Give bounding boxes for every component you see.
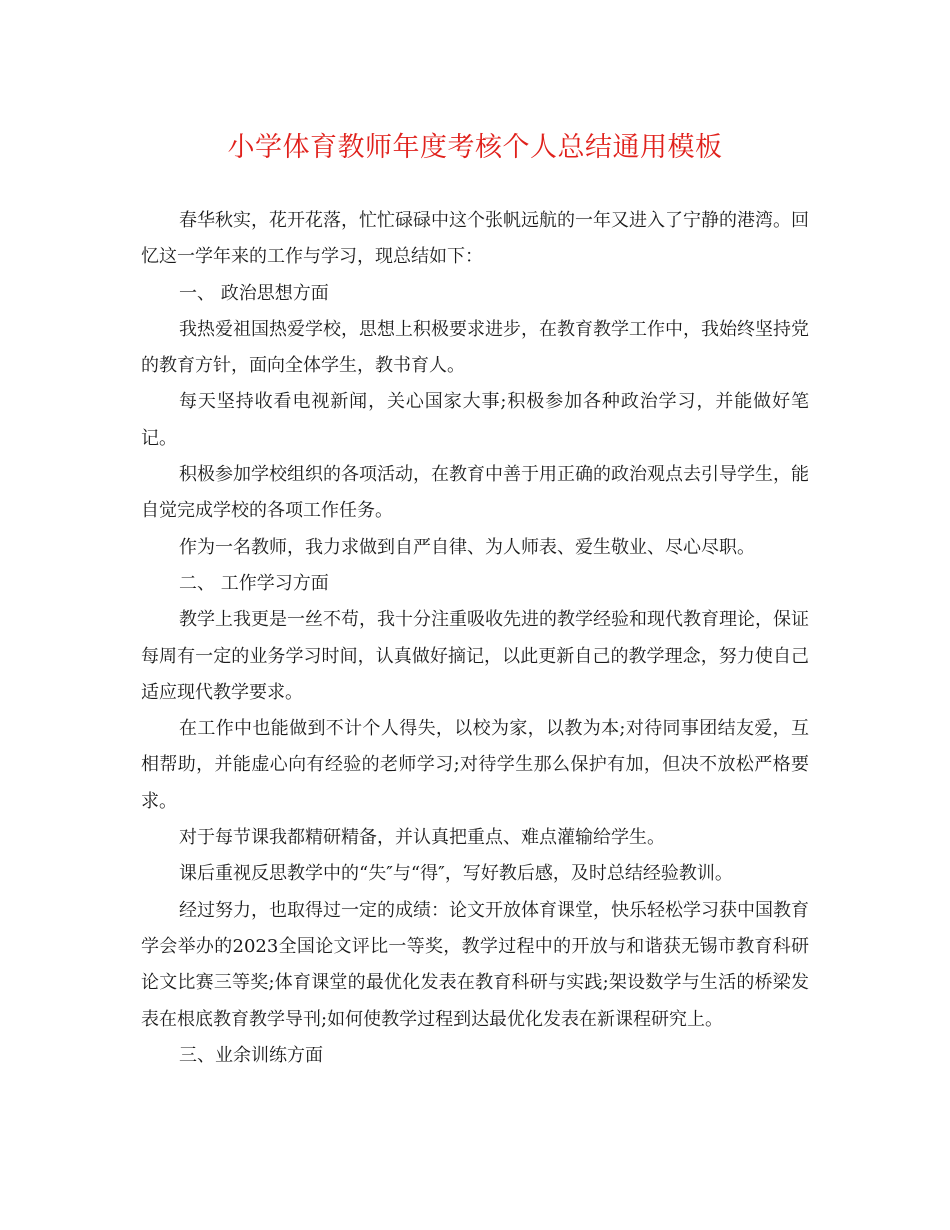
section-heading-training: 三、业余训练方面 (179, 1044, 323, 1066)
section-heading-political: 一、 政治思想方面 (179, 282, 329, 304)
paragraph: 课后重视反思教学中的“失″与“得″，写好教后感，及时总结经验教训。 (179, 863, 733, 885)
document-title: 小学体育教师年度考核个人总结通用模板 (227, 132, 723, 163)
paragraph: 在工作中也能做到不计个人得失，以校为家，以教为本;对待同事团结友爱，互相帮助，并能虚心向有经验的老师学习;对待学生那么保护有加，但决不放松严格要求。 (141, 718, 809, 812)
paragraph: 每天坚持收看电视新闻，关心国家大事;积极参加各种政治学习，并能做好笔记。 (141, 391, 809, 449)
paragraph: 我热爱祖国热爱学校，思想上积极要求进步，在教育教学工作中，我始终坚持党的教育方针，面向全体学生，教书育人。 (141, 318, 809, 377)
section-heading-work-study: 二、 工作学习方面 (179, 572, 329, 594)
paragraph: 对于每节课我都精研精备，并认真把重点、难点灌输给学生。 (179, 827, 665, 849)
document-body (141, 203, 809, 1074)
paragraph: 积极参加学校组织的各项活动，在教育中善于用正确的政治观点去引导学生，能自觉完成学校的各项工作任务。 (141, 464, 809, 522)
paragraph: 经过努力，也取得过一定的成绩：论文开放体育课堂，快乐轻松学习获中国教育学会举办的2023全国论文评比一等奖，教学过程中的开放与和谐获无锡市教育科研论文比赛三等奖;体育课堂的最优化发表在教育科研与实践;架设数学与生活的桥梁发表在根底教育教学导刊;如何使教学过程到达最优化发表在新课程研究上。 (141, 899, 809, 1030)
paragraph: 教学上我更是一丝不苟，我十分注重吸收先进的教学经验和现代教育理论，保证每周有一定的业务学习时间，认真做好摘记，以此更新自己的教学理念，努力使自己适应现代教学要求。 (141, 609, 809, 703)
paragraph: 作为一名教师，我力求做到自严自律、为人师表、爱生敬业、尽心尽职。 (179, 536, 755, 558)
paragraph-intro: 春华秋实，花开花落，忙忙碌碌中这个张帆远航的一年又进入了宁静的港湾。回忆这一学年来的工作与学习，现总结如下： (141, 210, 809, 268)
